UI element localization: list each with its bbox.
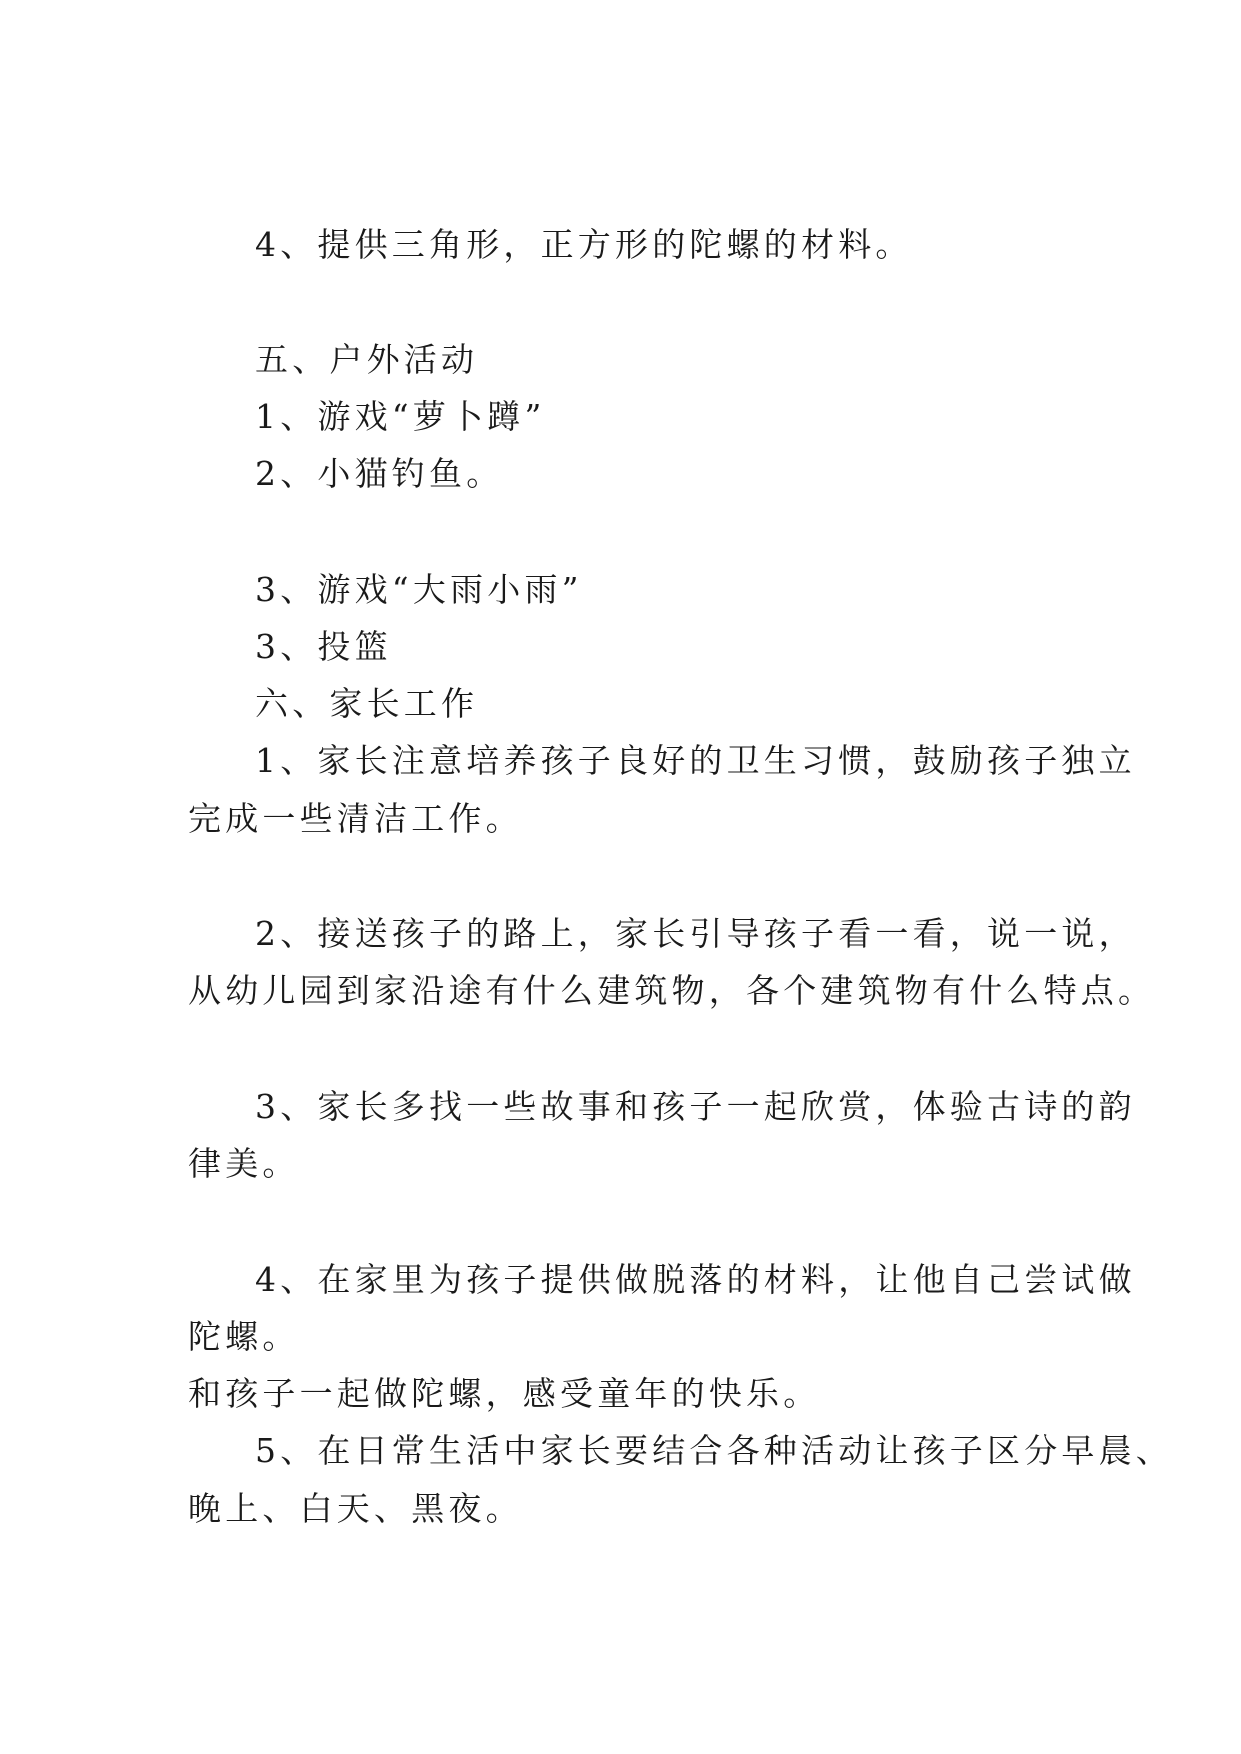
text-line: 1、游戏“萝卜蹲” <box>255 397 546 436</box>
text-line: 4、在家里为孩子提供做脱落的材料，让他自己尝试做 <box>255 1260 1136 1299</box>
text-line: 5、在日常生活中家长要结合各种活动让孩子区分早晨、 <box>255 1431 1173 1470</box>
text-line: 陀螺。 <box>188 1317 300 1356</box>
text-line: 和孩子一起做陀螺，感受童年的快乐。 <box>188 1374 821 1413</box>
text-line: 2、接送孩子的路上，家长引导孩子看一看，说一说， <box>255 914 1136 953</box>
section-heading: 六、家长工作 <box>255 684 479 723</box>
text-line: 3、游戏“大雨小雨” <box>255 570 583 609</box>
text-line: 律美。 <box>188 1144 300 1183</box>
section-heading: 五、户外活动 <box>255 340 479 379</box>
text-line: 4、提供三角形，正方形的陀螺的材料。 <box>255 225 913 264</box>
text-line: 从幼儿园到家沿途有什么建筑物，各个建筑物有什么特点。 <box>188 971 1156 1010</box>
text-line: 2、小猫钓鱼。 <box>255 454 504 493</box>
text-line: 3、家长多找一些故事和孩子一起欣赏，体验古诗的韵 <box>255 1087 1136 1126</box>
text-line: 完成一些清洁工作。 <box>188 799 523 838</box>
text-line: 3、投篮 <box>255 627 392 666</box>
text-line: 晚上、白天、黑夜。 <box>188 1489 523 1528</box>
text-line: 1、家长注意培养孩子良好的卫生习惯，鼓励孩子独立 <box>255 741 1136 780</box>
